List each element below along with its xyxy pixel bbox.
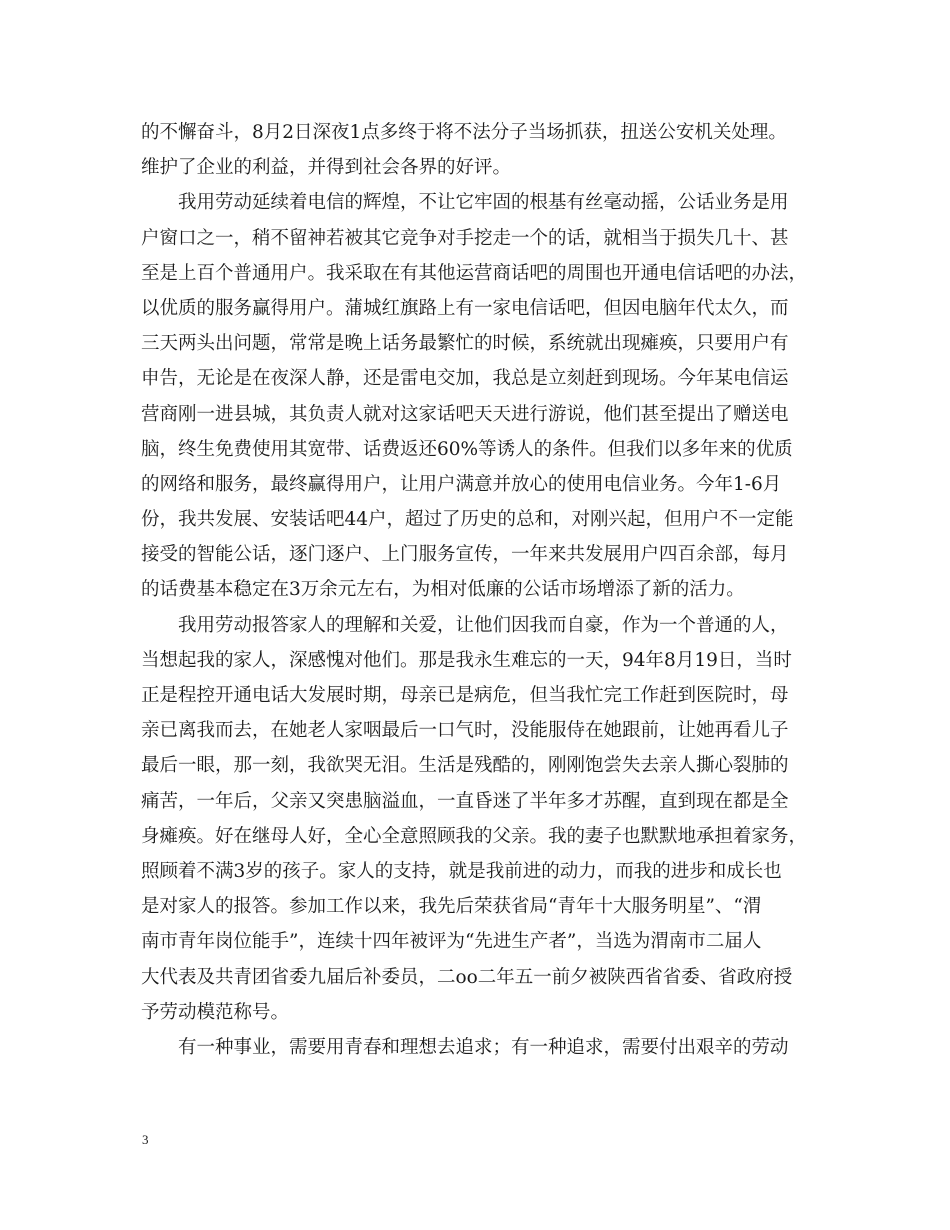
text-line: 的网络和服务，最终赢得用户，让用户满意并放心的使用电信业务。今年1-6月 (141, 473, 782, 495)
text-line: 户窗口之一，稍不留神若被其它竞争对手挖走一个的话，就相当于损失几十、甚 (141, 227, 789, 249)
text-line: 份，我共发展、安装话吧44户，超过了历史的总和，对刚兴起，但用户不一定能 (141, 509, 794, 531)
text-line: 的不懈奋斗，8月2日深夜1点多终于将不法分子当场抓获，扭送公安机关处理。 (141, 122, 787, 143)
text-line: 南市青年岗位能手”，连续十四年被评为“先进生产者”，当选为渭南市二届人 (141, 931, 762, 953)
text-line: 营商刚一进县城，其负责人就对这家话吧天天进行游说，他们甚至提出了赠送电 (141, 403, 789, 425)
text-line: 亲已离我而去，在她老人家咽最后一口气时，没能服侍在她跟前，让她再看儿子 (141, 720, 789, 742)
text-line: 三天两头出问题，常常是晚上话务最繁忙的时候，系统就出现瘫痪，只要用户有 (141, 333, 789, 355)
text-line: 是对家人的报答。参加工作以来，我先后荣获省局“青年十大服务明星”、“渭 (141, 896, 762, 918)
text-line: 照顾着不满3岁的孩子。家人的支持，就是我前进的动力，而我的进步和成长也 (141, 860, 782, 882)
text-line: 脑，终生免费使用其宽带、话费返还60%等诱人的条件。但我们以多年来的优质 (141, 438, 793, 460)
text-line: 以优质的服务赢得用户。蒲城红旗路上有一家电信话吧，但因电脑年代太久，而 (141, 297, 789, 319)
text-line: 予劳动模范称号。 (141, 1001, 290, 1023)
text-line: 有一种事业，需要用青春和理想去追求；有一种追求，需要付出艰辛的劳动 (178, 1036, 789, 1058)
text-line: 至是上百个普通用户。我采取在有其他运营商话吧的周围也开通电信话吧的办法， (141, 262, 808, 284)
text-line: 痛苦，一年后，父亲又突患脑溢血，一直昏迷了半年多才苏醒，直到现在都是全 (141, 790, 789, 812)
text-line: 最后一眼，那一刻，我欲哭无泪。生活是残酷的，刚刚饱尝失去亲人撕心裂肺的 (141, 755, 789, 777)
body-text (141, 115, 811, 1065)
page-number: 3 (142, 1132, 149, 1147)
text-line: 接受的智能公话，逐门逐户、上门服务宣传，一年来共发展用户四百余部，每月 (141, 544, 789, 566)
text-line: 当想起我的家人，深感愧对他们。那是我永生难忘的一天，94年8月19日，当时 (141, 649, 792, 671)
text-line: 身瘫痪。好在继母人好，全心全意照顾我的父亲。我的妻子也默默地承担着家务， (141, 825, 808, 847)
text-line: 我用劳动延续着电信的辉煌，不让它牢固的根基有丝毫动摇，公话业务是用 (178, 192, 789, 214)
text-line: 我用劳动报答家人的理解和关爱，让他们因我而自豪，作为一个普通的人， (178, 614, 789, 636)
text-line: 的话费基本稳定在3万余元左右，为相对低廉的公话市场增添了新的活力。 (141, 579, 745, 601)
text-line: 大代表及共青团省委九届后补委员，二oo二年五一前夕被陕西省省委、省政府授 (141, 966, 793, 988)
text-line: 申告，无论是在夜深人静，还是雷电交加，我总是立刻赶到现场。今年某电信运 (141, 368, 789, 390)
text-line: 维护了企业的利益，并得到社会各界的好评。 (141, 157, 512, 179)
text-line: 正是程控开通电话大发展时期，母亲已是病危，但当我忙完工作赶到医院时，母 (141, 685, 789, 706)
